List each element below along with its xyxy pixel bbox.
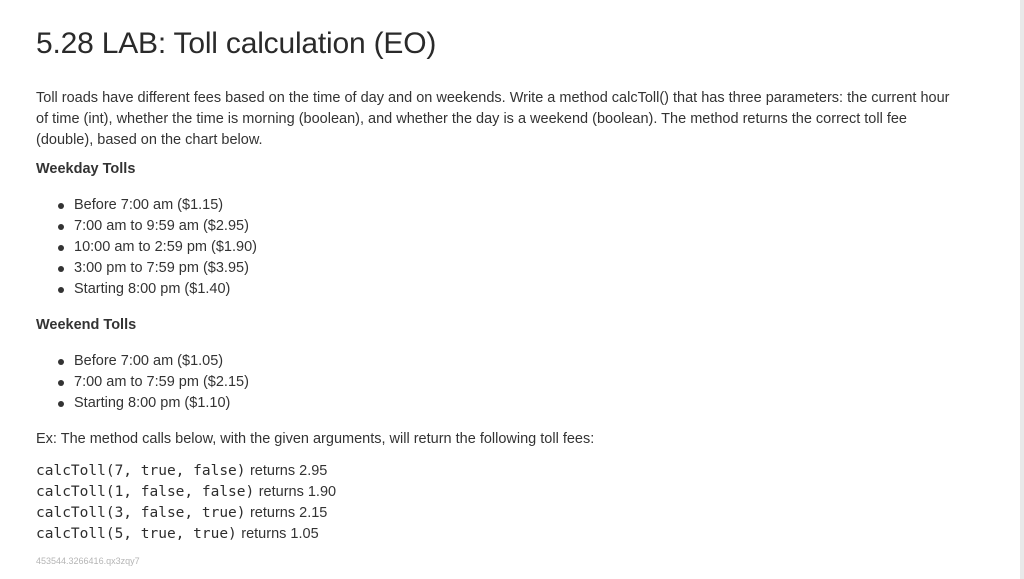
example-call: [36, 523, 336, 544]
weekday-heading: Weekday Tolls: [36, 161, 136, 177]
weekend-heading: Weekend Tolls: [36, 317, 137, 333]
list-item-text: Before 7:00 am ($1.15): [74, 197, 224, 213]
list-item-text: 7:00 am to 7:59 pm ($2.15): [74, 374, 249, 390]
example-call: [36, 460, 336, 481]
bullet-icon: [58, 245, 64, 251]
list-item: [56, 279, 257, 300]
list-item-text: 3:00 pm to 7:59 pm ($3.95): [74, 260, 249, 276]
return-value: returns 2.15: [249, 505, 328, 521]
list-item-text: Starting 8:00 pm ($1.10): [74, 395, 231, 411]
return-value: returns 2.95: [249, 463, 328, 479]
list-item-text: 7:00 am to 9:59 am ($2.95): [74, 218, 249, 234]
content-id: 453544.3266416.qx3zqy7: [36, 556, 140, 566]
example-calls: [36, 460, 336, 544]
list-item-text: 10:00 am to 2:59 pm ($1.90): [74, 239, 257, 255]
bullet-icon: [58, 266, 64, 272]
list-item: [56, 195, 257, 216]
page-title: 5.28 LAB: Toll calculation (EO): [36, 27, 437, 60]
list-item: [56, 258, 257, 279]
code-snippet: calcToll(5, true, true): [36, 526, 237, 542]
bullet-icon: [58, 380, 64, 386]
list-item: [56, 237, 257, 258]
list-item: [56, 372, 249, 393]
example-intro: Ex: The method calls below, with the given arguments, will return the following toll fees:: [36, 431, 595, 447]
list-item: [56, 393, 249, 414]
return-value: returns 1.90: [258, 484, 337, 500]
code-snippet: calcToll(1, false, false): [36, 484, 255, 500]
bullet-icon: [58, 203, 64, 209]
intro-paragraph: Toll roads have different fees based on the time of day and on weekends. Write a method calcToll() that has three parameters: the current hour of time (int), whether the time is morning (boolean), and whether the day is a weekend (boolean). The method returns the correct toll fee (double), based on the chart below.: [36, 90, 950, 148]
bullet-icon: [58, 224, 64, 230]
bullet-icon: [58, 359, 64, 365]
weekday-toll-list: [56, 195, 257, 300]
scrollbar-track[interactable]: [1020, 0, 1024, 579]
bullet-icon: [58, 287, 64, 293]
list-item: [56, 351, 249, 372]
code-snippet: calcToll(3, false, true): [36, 505, 246, 521]
code-snippet: calcToll(7, true, false): [36, 463, 246, 479]
list-item-text: Before 7:00 am ($1.05): [74, 353, 224, 369]
weekend-toll-list: [56, 351, 249, 414]
return-value: returns 1.05: [241, 526, 319, 542]
example-call: [36, 502, 336, 523]
list-item-text: Starting 8:00 pm ($1.40): [74, 281, 231, 297]
example-call: [36, 481, 336, 502]
bullet-icon: [58, 401, 64, 407]
list-item: [56, 216, 257, 237]
